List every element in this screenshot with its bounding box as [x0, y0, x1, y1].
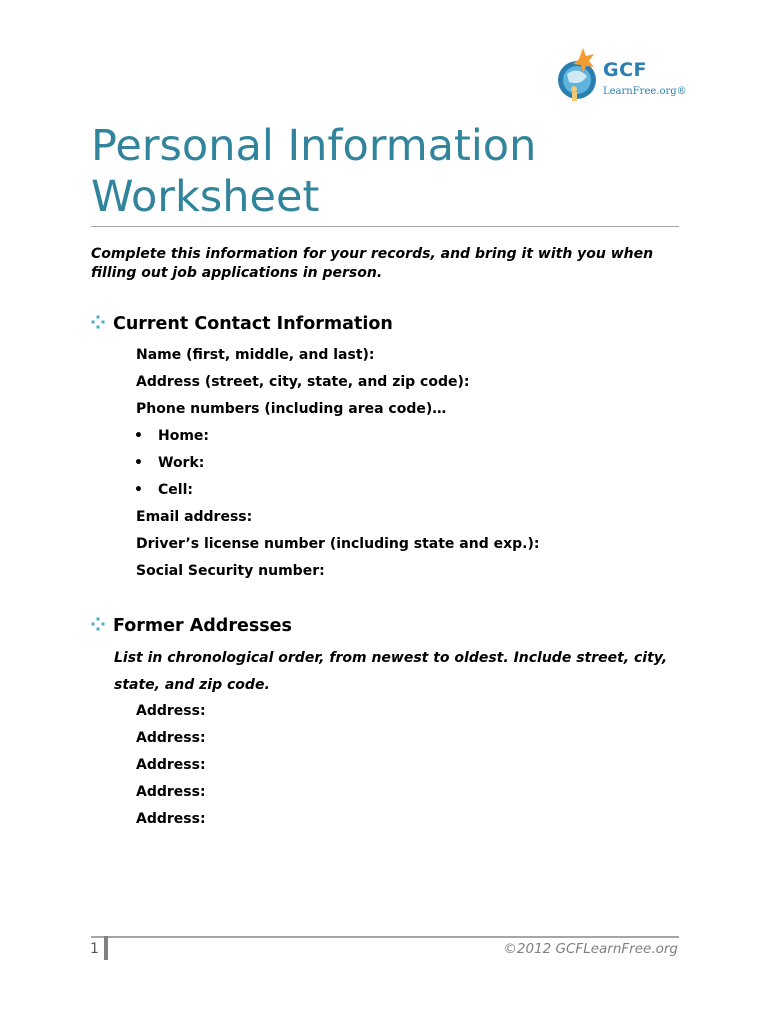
phone-home-label: Home:	[158, 428, 210, 444]
title-divider	[91, 226, 679, 227]
page-title: Personal Information Worksheet	[91, 121, 537, 222]
license-label: Driver’s license number (including state and exp.):	[136, 536, 540, 552]
section-heading-label: Former Addresses	[113, 616, 292, 636]
logo-name: GCF	[603, 59, 648, 81]
diamond-bullet-icon	[91, 315, 105, 329]
phone-work-label: Work:	[158, 455, 205, 471]
former-address-label: Address:	[136, 784, 206, 800]
gcf-logo	[555, 44, 685, 108]
bullet-dot: •	[134, 455, 143, 471]
diamond-bullet-icon	[91, 617, 105, 631]
bullet-dot: •	[134, 428, 143, 444]
former-address-label: Address:	[136, 757, 206, 773]
phone-cell-label: Cell:	[158, 482, 193, 498]
section-heading-former	[91, 615, 292, 637]
gcf-logo-icon	[555, 44, 601, 108]
bullet-dot: •	[134, 482, 143, 498]
address-label: Address (street, city, state, and zip code):	[136, 374, 470, 390]
section-heading-label: Current Contact Information	[113, 314, 393, 334]
copyright: ©2012 GCFLearnFree.org	[503, 941, 678, 957]
former-address-label: Address:	[136, 703, 206, 719]
former-instructions: List in chronological order, from newest to oldest. Include street, city, state, and zip code.	[114, 650, 668, 693]
page-number: 1	[90, 941, 99, 957]
footer-divider	[91, 936, 679, 938]
logo-subtitle: LearnFree.org®	[603, 86, 687, 97]
name-label: Name (first, middle, and last):	[136, 347, 375, 363]
email-label: Email address:	[136, 509, 253, 525]
former-address-label: Address:	[136, 730, 206, 746]
phone-label: Phone numbers (including area code)…	[136, 401, 447, 417]
section-heading-contact	[91, 313, 393, 335]
intro-text: Complete this information for your records, and bring it with you when filling out job applications in person.	[91, 246, 654, 281]
footer-bar	[104, 936, 108, 960]
former-address-label: Address:	[136, 811, 206, 827]
ssn-label: Social Security number:	[136, 563, 325, 579]
